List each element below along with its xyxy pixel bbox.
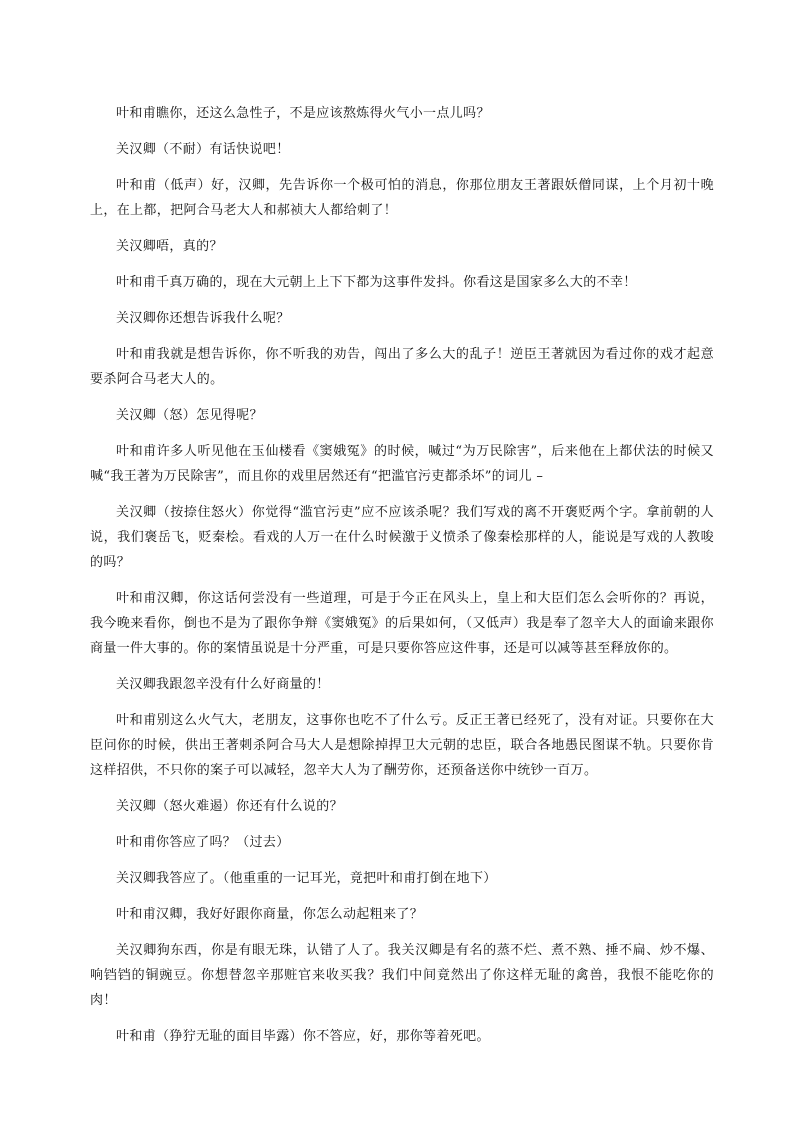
paragraph-16: 关汉卿我答应了。（他重重的一记耳光，竟把叶和甫打倒在地下）	[116, 871, 497, 886]
paragraph-14: 关汉卿（怒火难遏）你还有什么说的？	[116, 799, 343, 814]
paragraph-5: 叶和甫千真万确的，现在大元朝上上下下都为这事件发抖。你看这是国家多么大的不幸！	[116, 275, 637, 290]
paragraph-7: 叶和甫我就是想告诉你，你不听我的劝告，闯出了多么大的乱子！逆臣王著就因为看过你的戏才起意要杀阿合马老大人的。	[90, 347, 714, 387]
paragraph-3: 叶和甫（低声）好，汉卿，先告诉你一个极可怕的消息，你那位朋友王著跟妖僧同谋，上个月初十晚上，在上都，把阿合马老大人和郝祯大人都给刺了！	[90, 178, 714, 218]
dialogue-body	[90, 101, 714, 1060]
paragraph-17: 叶和甫汉卿，我好好跟你商量，你怎么动起粗来了？	[116, 907, 424, 922]
paragraph-4: 关汉卿唔，真的？	[116, 239, 223, 254]
paragraph-13: 叶和甫别这么火气大，老朋友，这事你也吃不了什么亏。反正王著已经死了，没有对证。只要你在大臣问你的时候，供出王著刺杀阿合马大人是想除掉捍卫大元朝的忠臣，联合各地愚民图谋不轨。只要你肯这样招供，不只你的案子可以减轻，忽辛大人为了酬劳你，还预备送你中统钞一百万。	[90, 713, 714, 778]
paragraph-8: 关汉卿（怒）怎见得呢？	[116, 408, 263, 423]
paragraph-6: 关汉卿你还想告诉我什么呢？	[116, 311, 290, 326]
paragraph-9: 叶和甫许多人听见他在玉仙楼看《窦娥冤》的时候，喊过“为万民除害”，后来他在上都伏法的时候又喊“我王著为万民除害”，而且你的戏里居然还有“把滥官污吏都杀坏”的词儿 –	[90, 444, 714, 484]
paragraph-19: 叶和甫（狰狞无耻的面目毕露）你不答应，好，那你等着死吧。	[116, 1029, 490, 1044]
paragraph-10: 关汉卿（按捺住怒火）你觉得“滥官污吏”应不应该杀呢？我们写戏的离不开褒贬两个字。拿前朝的人说，我们褒岳飞，贬秦桧。看戏的人万一在什么时候激于义愤杀了像秦桧那样的人，能说是写戏的人教唆的吗？	[90, 505, 714, 570]
paragraph-11: 叶和甫汉卿，你这话何尝没有一些道理，可是于今正在风头上，皇上和大臣们怎么会听你的？再说，我今晚来看你，倒也不是为了跟你争辩《窦娥冤》的后果如何，（又低声）我是奉了忽辛大人的面谕来跟你商量一件大事的。你的案情虽说是十分严重，可是只要你答应这件事，还是可以减等甚至释放你的。	[90, 591, 714, 656]
paragraph-15: 叶和甫你答应了吗？（过去）	[116, 835, 290, 850]
paragraph-2: 关汉卿（不耐）有话快说吧！	[116, 142, 290, 157]
paragraph-18: 关汉卿狗东西，你是有眼无珠，认错了人了。我关汉卿是有名的蒸不烂、煮不熟、捶不扁、炒不爆、响铛铛的铜豌豆。你想替忽辛那赃官来收买我？我们中间竟然出了你这样无耻的禽兽，我恨不能吃你的肉！	[90, 943, 714, 1008]
paragraph-12: 关汉卿我跟忽辛没有什么好商量的！	[116, 677, 330, 692]
paragraph-1: 叶和甫瞧你，还这么急性子，不是应该熬炼得火气小一点儿吗？	[116, 106, 490, 121]
